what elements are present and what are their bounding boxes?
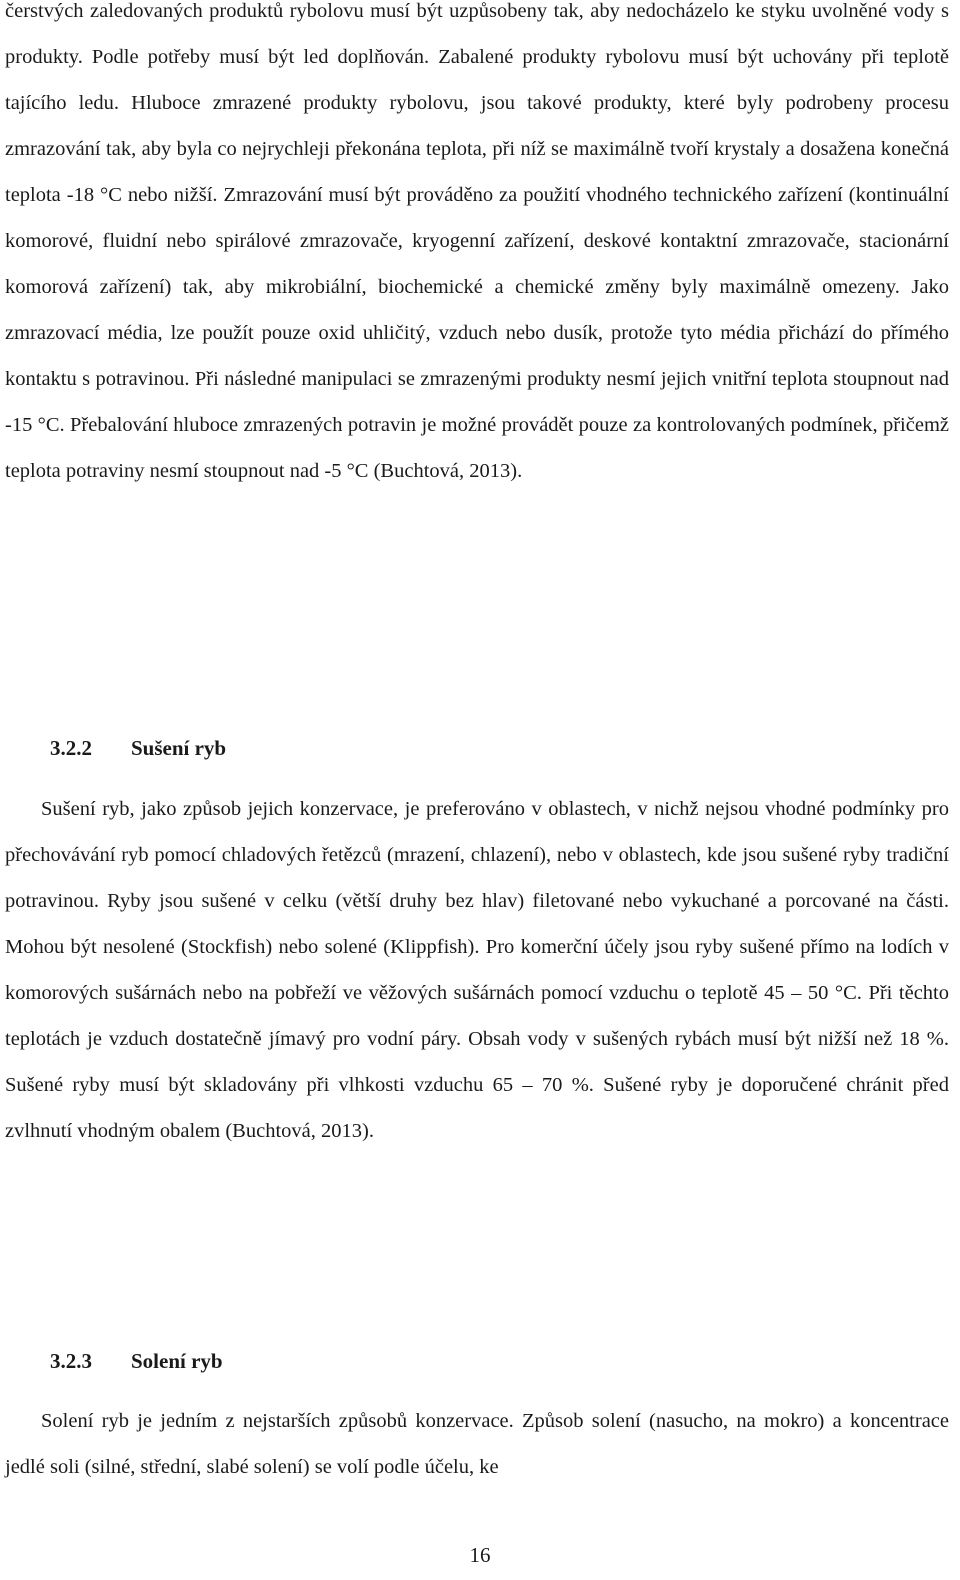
section-heading [50,733,226,763]
section-title: Sušení ryb [131,736,227,760]
section-heading [50,1346,223,1376]
body-paragraph: čerstvých zaledovaných produktů rybolovu musí být uzpůsobeny tak, aby nedocházelo ke styku uvolněné vody s produkty. Podle potřeby musí být led doplňován. Zabalené produkty rybolovu musí být uchovány při teplotě tajícího ledu. Hluboce zmrazené produkty rybolovu, jsou takové produkty, které byly podrobeny procesu zmrazování tak, aby byla co nejrychleji překonána teplota, při níž se maximálně tvoří krystaly a dosažena konečná teplota -18 °C nebo nižší. Zmrazování musí být prováděno za použití vhodného technického zařízení (kontinuální komorové, fluidní nebo spirálové zmrazovače, kryogenní zařízení, deskové kontaktní zmrazovače, stacionární komorová zařízení) tak, aby mikrobiální, biochemické a chemické změny byly maximálně omezeny. Jako zmrazovací média, lze použít pouze oxid uhličitý, vzduch nebo dusík, protože tyto média přichází do přímého kontaktu s potravinou. Při následné manipulaci se zmrazenými produkty nesmí jejich vnitřní teplota stoupnout nad -15 °C. Přebalování hluboce zmrazených potravin je možné provádět pouze za kontrolovaných podmínek, přičemž teplota potraviny nesmí stoupnout nad -5 °C (Buchtová, 2013). [5,0,949,482]
section-number: 3.2.3 [50,1349,92,1373]
section-number: 3.2.2 [50,736,92,760]
body-paragraph: Solení ryb je jedním z nejstarších způsobů konzervace. Způsob solení (nasucho, na mokro) a koncentrace jedlé soli (silné, střední, slabé solení) se volí podle účelu, ke [5,1410,949,1478]
body-paragraph: Sušení ryb, jako způsob jejich konzervace, je preferováno v oblastech, v nichž nejsou vhodné podmínky pro přechovávání ryb pomocí chladových řetězců (mrazení, chlazení), nebo v oblastech, kde jsou sušené ryby tradiční potravinou. Ryby jsou sušené v celku (větší druhy bez hlav) filetované nebo vykuchané a porcované na části. Mohou být nesolené (Stockfish) nebo solené (Klippfish). Pro komerční účely jsou ryby sušené přímo na lodích v komorových sušárnách nebo na pobřeží ve věžových sušárnách pomocí vzduchu o teplotě 45 – 50 °C. Při těchto teplotách je vzduch dostatečně jímavý pro vodní páry. Obsah vody v sušených rybách musí být nižší než 18 %. Sušené ryby musí být skladovány při vlhkosti vzduchu 65 – 70 %. Sušené ryby je doporučené chránit před zvlhnutí vhodným obalem (Buchtová, 2013). [5,798,949,1142]
page-number: 16 [469,1543,491,1567]
section-title: Solení ryb [131,1349,223,1373]
